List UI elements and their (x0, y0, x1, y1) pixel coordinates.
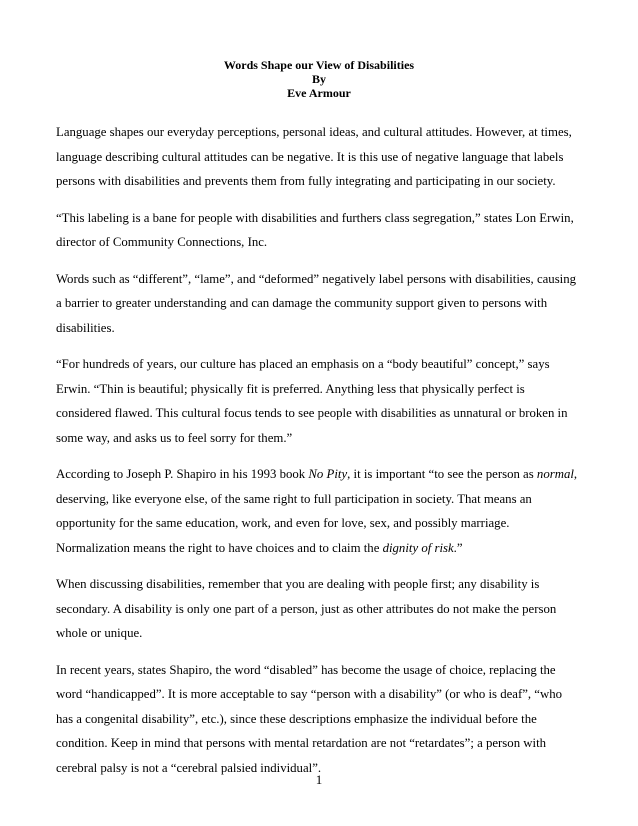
paragraph-1: Language shapes our everyday perceptions, personal ideas, and cultural attitudes. However, at times, language describing cultural attitudes can be negative. It is this use of negative language that labels persons with disabilities and prevents them from fully integrating and participating in our society. (56, 125, 572, 188)
page-number: 1 (315, 772, 323, 787)
paragraph-7: In recent years, states Shapiro, the word “disabled” has become the usage of choice, replacing the word “handicapped”. It is more acceptable to say “person with a disability” (or who is deaf”, “who has a congenital disability”, etc.), since these descriptions emphasize the individual before the condition. Keep in mind that persons with mental retardation are not “retardates”; a person with cerebral palsy is not a “cerebral palsied individual”. (56, 662, 563, 775)
emphasis-normal: normal (536, 467, 574, 481)
paragraph-5-text-1: According to Joseph P. Shapiro in his 1993 book (56, 467, 309, 481)
paragraph-5-text-3: , deserving, like everyone else, of the same right to full participation in society. That means an opportunity for the same education, work, and even for love, sex, and possibly marriage. Normalization means the right to have choices and to claim the (56, 467, 578, 555)
paragraph-5 (56, 462, 582, 560)
document-page (56, 58, 582, 792)
author-name: Eve Armour (287, 86, 351, 100)
paragraph-4: “For hundreds of years, our culture has placed an emphasis on a “body beautiful” concept,” says Erwin. “Thin is beautiful; physically fit is preferred. Anything less that physically perfect is considered flawed. This cultural focus tends to see people with disabilities as unnatural or broken in some way, and asks us to feel sorry for them.” (56, 357, 568, 445)
paragraph-2: “This labeling is a bane for people with disabilities and furthers class segregation,” states Lon Erwin, director of Community Connections, Inc. (56, 210, 574, 249)
paragraph-5-text-4: .” (453, 540, 463, 555)
paragraph-5-text-2: , it is important “to see the person as (347, 467, 537, 481)
title-block (56, 58, 582, 100)
paragraph-6: When discussing disabilities, remember that you are dealing with people first; any disability is secondary. A disability is only one part of a person, just as other attributes do not make the person whole or unique. (56, 577, 557, 640)
emphasis-dignity-of-risk: dignity of risk (382, 540, 454, 555)
document-title: Words Shape our View of Disabilities (223, 58, 415, 72)
paragraph-3: Words such as “different”, “lame”, and “deformed” negatively label persons with disabilities, causing a barrier to greater understanding and can damage the community support given to persons with disabilities. (56, 271, 577, 335)
book-title-no-pity: No Pity (308, 467, 348, 481)
byline: By (311, 72, 326, 86)
